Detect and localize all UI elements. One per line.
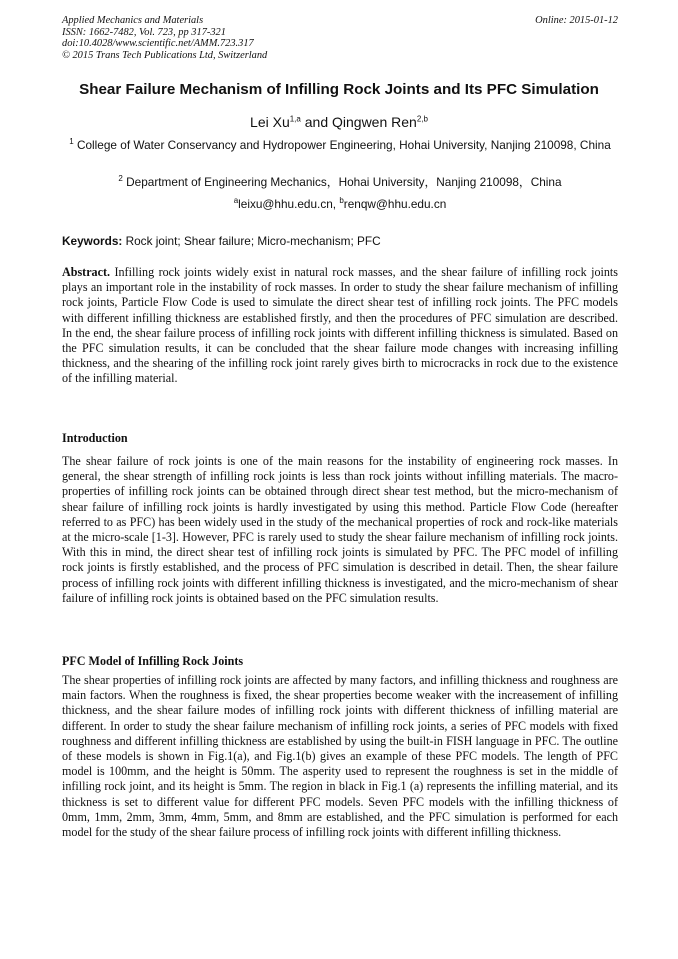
doi-line: doi:10.4028/www.scientific.net/AMM.723.317 [62,38,254,50]
introduction-paragraph: The shear failure of rock joints is one of the main reasons for the instability of engineering rock masses. In general, the shear strength of infilling rock joints is less than rock joints without infilling materials. The macro-properties of infilling rock joints can be obtained through direct shear test method, but the micro-mechanism of shear failure of infilling rock joints is hardly investigated by using this method. Particle Flow Code (hereafter referred to as PFC) has been widely used in the study of the mechanical properties of rock and rock-like materials at the micro-scale [1-3]. However, PFC is rarely used to study the shear failure mechanism of infilling rock joints. With this in mind, the direct shear test of infilling rock joints is simulated by PFC. The PFC model of infilling rock joints is firstly established, and the process of PFC simulation is described in detail. Then, the shear failure process of infilling rock joints with different infilling thickness is investigated, and the micro-mechanism of shear failure of infilling rock joints is obtained based on the PFC simulation results. [62,454,618,605]
author-separator: and [300,114,332,130]
author-2-affiliation: 2,b [416,114,428,124]
copyright-line: © 2015 Trans Tech Publications Ltd, Switzerland [62,49,268,61]
affiliation-2-text: Department of Engineering Mechanics，Hohai University，Nanjing 210098，China [122,175,562,189]
journal-header [62,15,618,61]
email-2[interactable]: renqw@hhu.edu.cn [343,197,447,211]
pfc-model-paragraph: The shear properties of infilling rock joints are affected by many factors, and infilling thickness and roughness are main factors. When the roughness is fixed, the shear properties become weaker with the increasement of infilling thickness, and the shear failure modes of infilling rock joints with different thickness of infilling material are different. In order to study the shear failure mechanism of infilling rock joints, a series of PFC models with fixed roughness and different infilling thickness are established by using the built-in FISH language in PFC. The outline of these models is shown in Fig.1(a), and Fig.1(b) gives an example of these PFC models. The length of PFC model is 100mm, and the height is 50mm. The asperity used to represent the roughness is set in the middle of infilling rock joint, and its height is 5mm. The region in black in Fig.1 (a) represents the infilling material, and its thickness is set to different value for different PFC models. Seven PFC models with the infilling thickness of 0mm, 1mm, 2mm, 3mm, 4mm, 5mm, and 8mm are established, and the PFC simulation is performed for each model for the study of the shear failure process of infilling rock joints with different infilling thickness. [62,673,618,840]
author-1-affiliation: 1,a [289,114,301,124]
author-2: Qingwen Ren [332,114,417,130]
email-1-marker: a [233,196,239,206]
paper-title: Shear Failure Mechanism of Infilling Rock Joints and Its PFC Simulation [79,81,599,98]
introduction-heading: Introduction [62,431,128,445]
pfc-model-heading: PFC Model of Infilling Rock Joints [62,654,244,668]
email-2-marker: b [339,196,344,206]
abstract [62,265,618,387]
keywords [62,234,618,249]
email-line [62,197,618,212]
affiliation-1-text: College of Water Conservancy and Hydropower Engineering, Hohai University, Nanjing 210098, China [73,138,611,152]
keywords-label: Keywords: [62,234,123,248]
affiliation-2-number: 2 [118,174,123,184]
affiliation-1 [62,138,618,153]
abstract-text: Infilling rock joints widely exist in natural rock masses, and the shear failure of infilling rock joints plays an important role in the instability of rock masses. In order to study the shear failure mechanism of infilling rock joints, Particle Flow Code is used to simulate the direct shear test of infilling rock joints. The PFC models with different infilling thickness are established firstly, and then the procedures of PFC simulation are described. In the end, the shear failure process of infilling rock joints with different infilling thickness is simulated. Based on the PFC simulation results, it can be concluded that the shear failure mode changes with increasing infilling thickness, and the shearing of the infilling rock joint rarely gives birth to microcracks in rock due to the existence of the infilling material. [62,265,618,386]
online-date: Online: 2015-01-12 [535,15,618,26]
author-1: Lei Xu [250,114,290,130]
email-1[interactable]: leixu@hhu.edu.cn, [238,197,340,211]
affiliation-1-number: 1 [69,137,74,147]
keywords-text: Rock joint; Shear failure; Micro-mechanism; PFC [122,234,381,248]
author-line [40,112,638,132]
abstract-label: Abstract. [62,265,111,279]
issn-line: ISSN: 1662-7482, Vol. 723, pp 317-321 [62,26,226,38]
journal-name: Applied Mechanics and Materials [62,15,204,26]
affiliation-2 [62,175,618,190]
